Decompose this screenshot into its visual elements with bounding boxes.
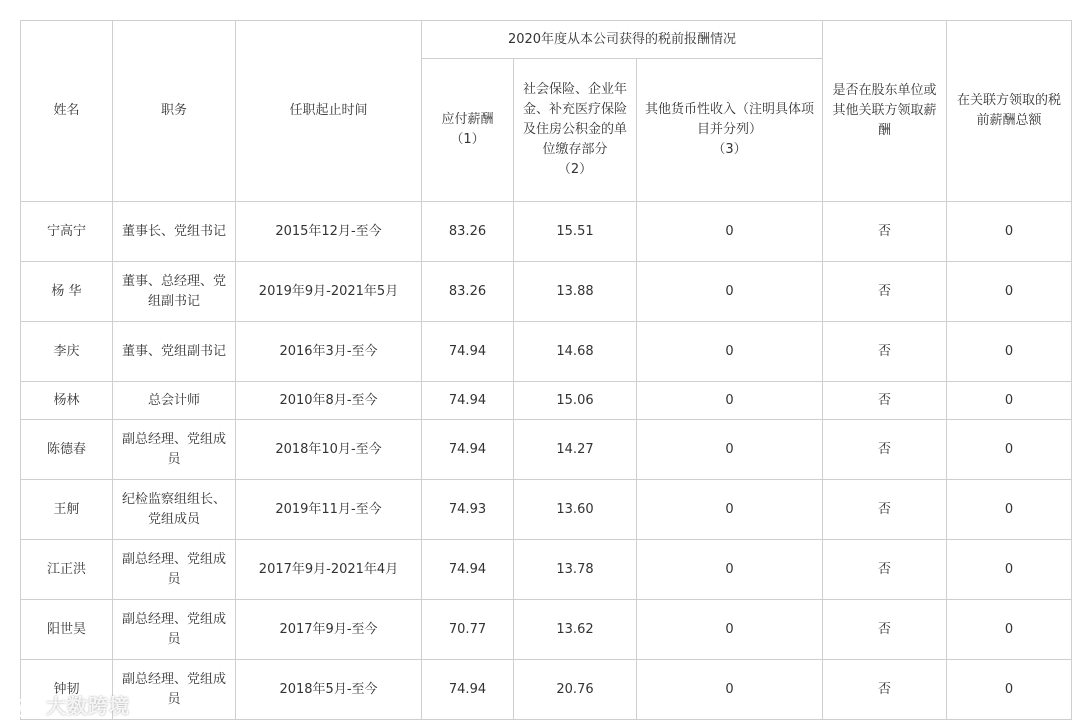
cell-shareholder: 否 — [823, 262, 947, 322]
table-row — [21, 660, 1072, 720]
cell-other-income: 0 — [637, 322, 823, 382]
header-position: 职务 — [113, 21, 236, 202]
cell-tenure: 2015年12月-至今 — [236, 202, 422, 262]
table-row — [21, 420, 1072, 480]
cell-shareholder: 否 — [823, 480, 947, 540]
cell-salary: 74.94 — [422, 382, 514, 420]
cell-insurance: 14.68 — [514, 322, 637, 382]
cell-salary: 83.26 — [422, 262, 514, 322]
cell-name: 杨 华 — [21, 262, 113, 322]
cell-position: 副总经理、党组成员 — [113, 540, 236, 600]
cell-position: 总会计师 — [113, 382, 236, 420]
cell-related-total: 0 — [947, 382, 1072, 420]
cell-related-total: 0 — [947, 540, 1072, 600]
cell-shareholder: 否 — [823, 322, 947, 382]
cell-salary: 74.93 — [422, 480, 514, 540]
watermark-logo-icon — [8, 696, 38, 720]
cell-name: 宁高宁 — [21, 202, 113, 262]
cell-insurance: 14.27 — [514, 420, 637, 480]
header-insurance: 社会保险、企业年金、补充医疗保险及住房公积金的单位缴存部分 （2） — [514, 59, 637, 202]
cell-insurance: 15.51 — [514, 202, 637, 262]
cell-other-income: 0 — [637, 600, 823, 660]
header-name: 姓名 — [21, 21, 113, 202]
cell-insurance: 13.60 — [514, 480, 637, 540]
cell-related-total: 0 — [947, 262, 1072, 322]
cell-other-income: 0 — [637, 202, 823, 262]
watermark — [8, 690, 130, 720]
cell-tenure: 2019年11月-至今 — [236, 480, 422, 540]
cell-insurance: 13.62 — [514, 600, 637, 660]
cell-position: 副总经理、党组成员 — [113, 420, 236, 480]
watermark-text: 大数跨境 — [45, 694, 130, 718]
cell-shareholder: 否 — [823, 660, 947, 720]
cell-other-income: 0 — [637, 382, 823, 420]
cell-related-total: 0 — [947, 660, 1072, 720]
cell-shareholder: 否 — [823, 540, 947, 600]
header-salary: 应付薪酬 （1） — [422, 59, 514, 202]
cell-shareholder: 否 — [823, 202, 947, 262]
header-other-income: 其他货币性收入（注明具体项目并分列） （3） — [637, 59, 823, 202]
cell-salary: 74.94 — [422, 322, 514, 382]
cell-salary: 74.94 — [422, 660, 514, 720]
cell-name: 阳世昊 — [21, 600, 113, 660]
cell-name: 杨林 — [21, 382, 113, 420]
cell-insurance: 20.76 — [514, 660, 637, 720]
cell-tenure: 2017年9月-2021年4月 — [236, 540, 422, 600]
header-group-title: 2020年度从本公司获得的税前报酬情况 — [422, 21, 823, 59]
cell-name: 王舸 — [21, 480, 113, 540]
cell-shareholder: 否 — [823, 600, 947, 660]
cell-position: 董事长、党组书记 — [113, 202, 236, 262]
cell-tenure: 2018年10月-至今 — [236, 420, 422, 480]
cell-insurance: 13.78 — [514, 540, 637, 600]
header-shareholder: 是否在股东单位或其他关联方领取薪酬 — [823, 21, 947, 202]
cell-name: 陈德春 — [21, 420, 113, 480]
header-related-total: 在关联方领取的税前薪酬总额 — [947, 21, 1072, 202]
cell-salary: 74.94 — [422, 540, 514, 600]
table-row — [21, 600, 1072, 660]
cell-position: 纪检监察组组长、党组成员 — [113, 480, 236, 540]
cell-related-total: 0 — [947, 322, 1072, 382]
table-row — [21, 540, 1072, 600]
table-row — [21, 262, 1072, 322]
cell-other-income: 0 — [637, 480, 823, 540]
cell-shareholder: 否 — [823, 382, 947, 420]
table-row — [21, 382, 1072, 420]
cell-shareholder: 否 — [823, 420, 947, 480]
table-row — [21, 202, 1072, 262]
table-row — [21, 322, 1072, 382]
cell-other-income: 0 — [637, 660, 823, 720]
cell-tenure: 2018年5月-至今 — [236, 660, 422, 720]
cell-related-total: 0 — [947, 420, 1072, 480]
cell-tenure: 2017年9月-至今 — [236, 600, 422, 660]
cell-related-total: 0 — [947, 202, 1072, 262]
cell-name: 李庆 — [21, 322, 113, 382]
cell-other-income: 0 — [637, 420, 823, 480]
cell-position: 副总经理、党组成员 — [113, 600, 236, 660]
cell-related-total: 0 — [947, 600, 1072, 660]
cell-name: 钟韧 — [21, 660, 113, 720]
cell-salary: 83.26 — [422, 202, 514, 262]
compensation-table — [20, 20, 1072, 720]
cell-position: 董事、党组副书记 — [113, 322, 236, 382]
table-row — [21, 480, 1072, 540]
cell-insurance: 13.88 — [514, 262, 637, 322]
cell-name: 江正洪 — [21, 540, 113, 600]
cell-position: 副总经理、党组成员 — [113, 660, 236, 720]
cell-tenure: 2019年9月-2021年5月 — [236, 262, 422, 322]
header-tenure: 任职起止时间 — [236, 21, 422, 202]
cell-salary: 70.77 — [422, 600, 514, 660]
cell-tenure: 2010年8月-至今 — [236, 382, 422, 420]
cell-other-income: 0 — [637, 540, 823, 600]
cell-insurance: 15.06 — [514, 382, 637, 420]
cell-position: 董事、总经理、党组副书记 — [113, 262, 236, 322]
cell-other-income: 0 — [637, 262, 823, 322]
cell-related-total: 0 — [947, 480, 1072, 540]
cell-salary: 74.94 — [422, 420, 514, 480]
cell-tenure: 2016年3月-至今 — [236, 322, 422, 382]
